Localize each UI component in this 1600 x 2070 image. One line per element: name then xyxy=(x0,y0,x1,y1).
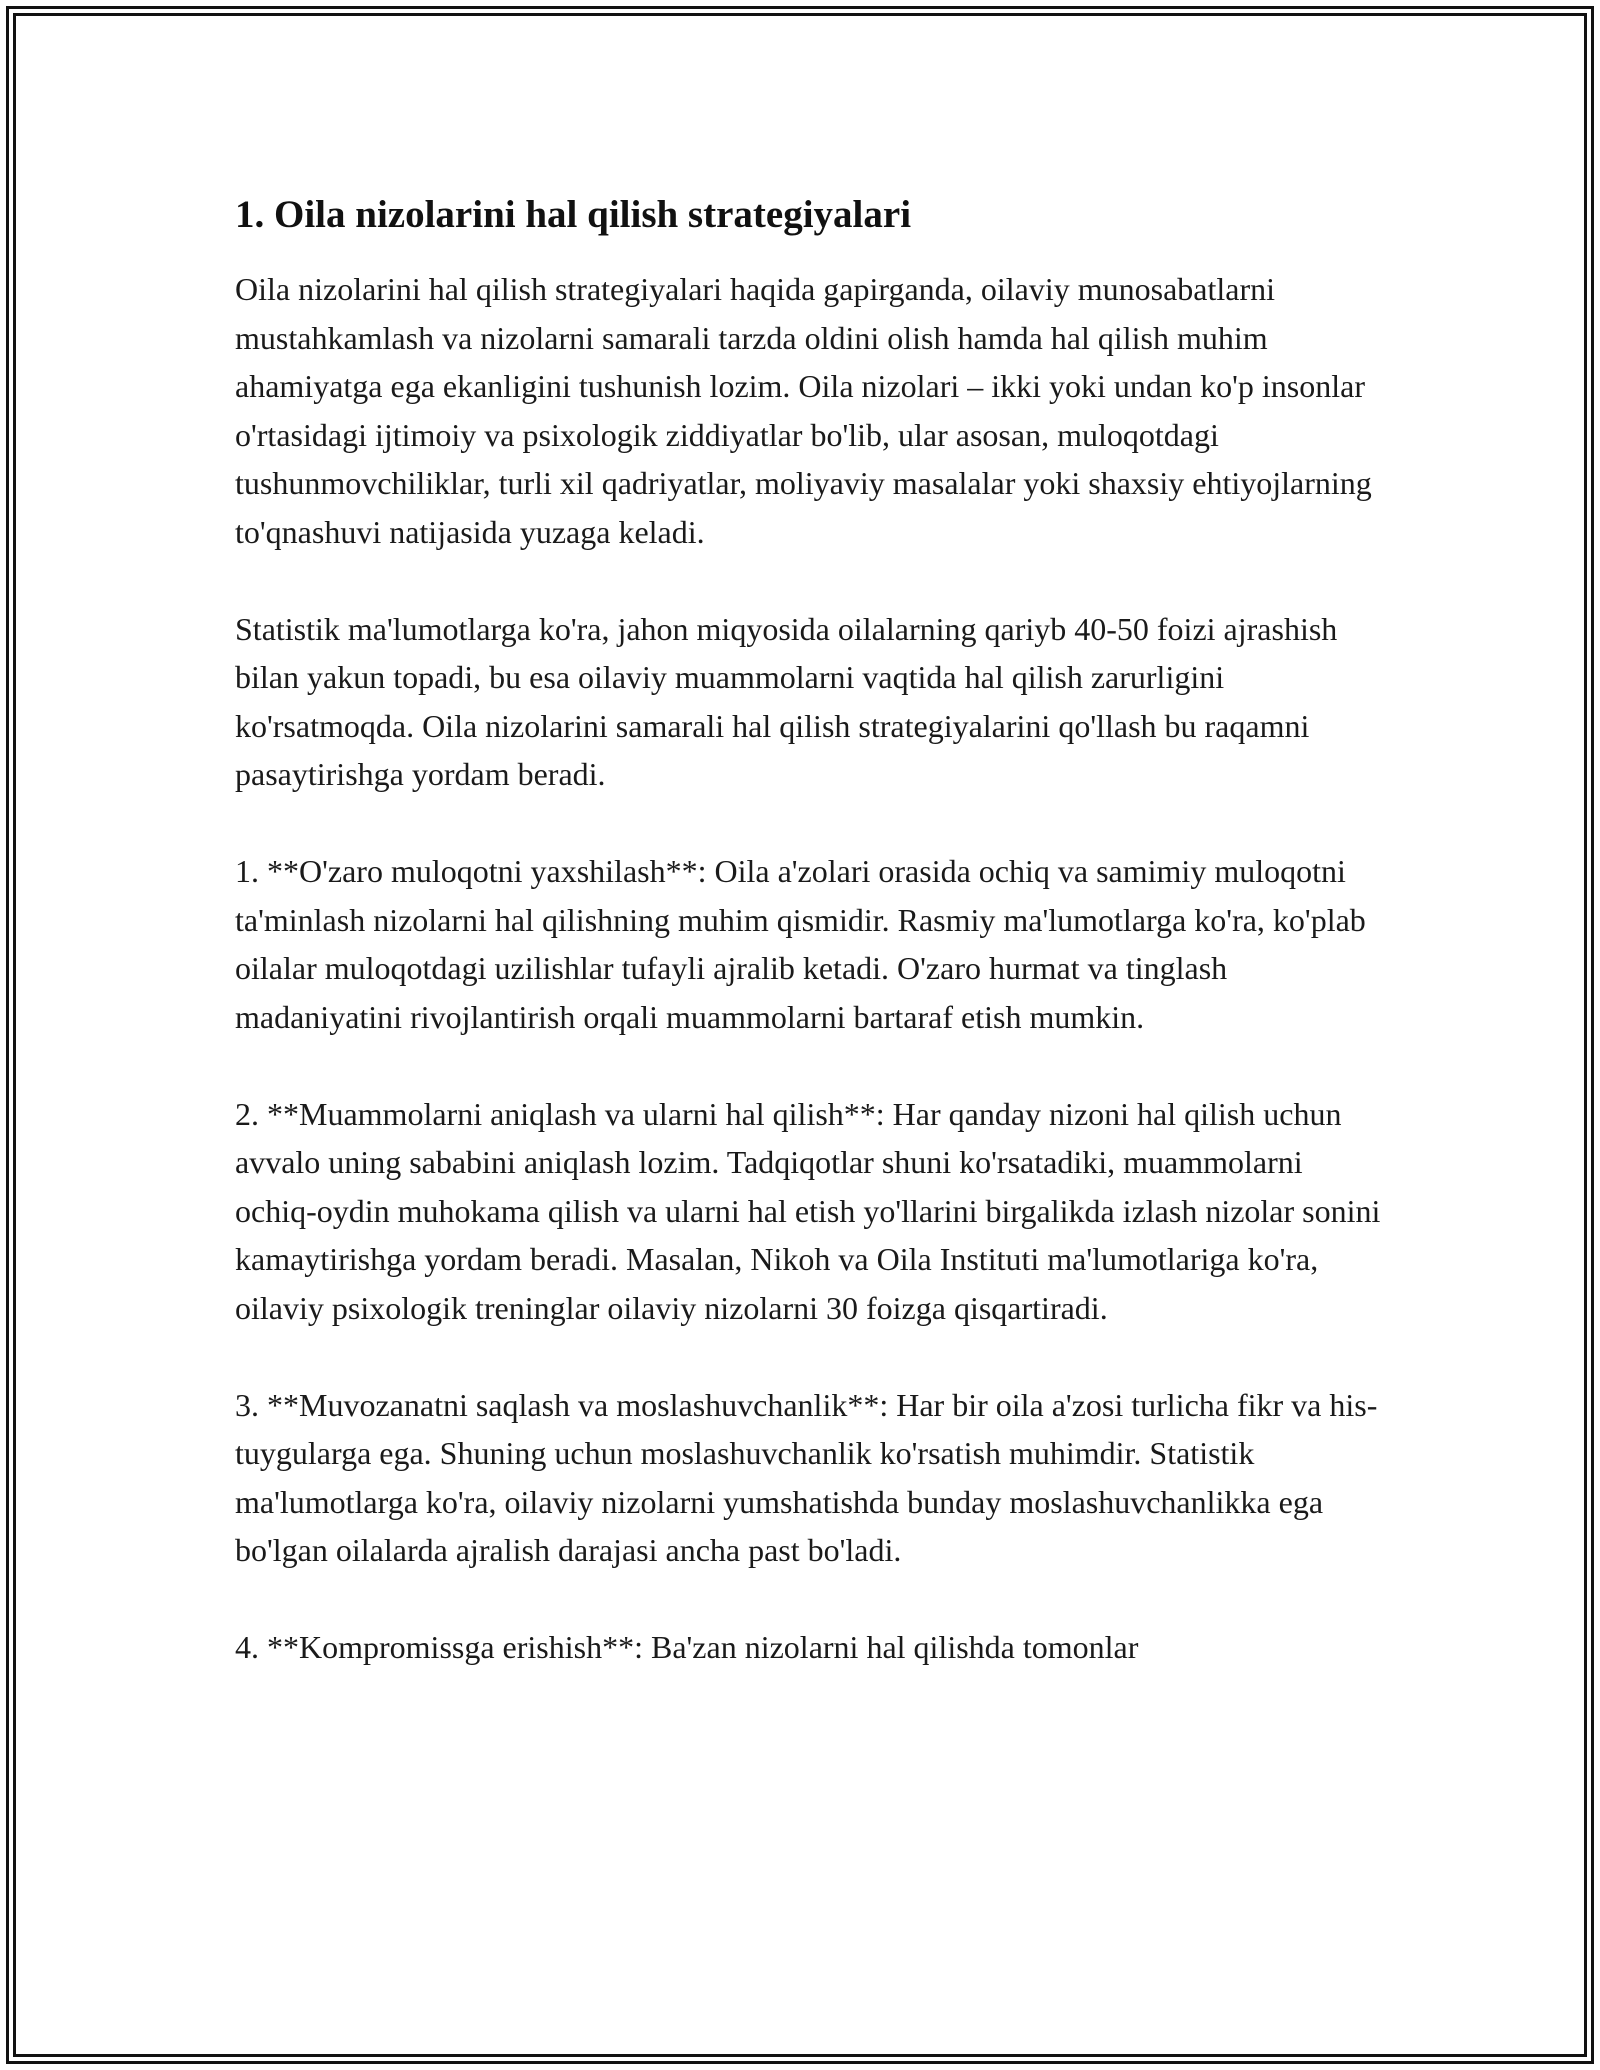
paragraph-intro: Oila nizolarini hal qilish strategiyalari haqida gapirganda, oilaviy munosabatlarni mustahkamlash va nizolarni samarali tarzda oldini olish hamda hal qilish muhim ahamiyatga ega ekanligini tushunish lozim. Oila nizolari – ikki yoki undan ko'p insonlar o'rtasidagi ijtimoiy va psixologik ziddiyatlar bo'lib, ular asosan, muloqotdagi tushunmovchiliklar, turli xil qadriyatlar, moliyaviy masalalar yoki shaxsiy ehtiyojlarning to'qnashuvi natijasida yuzaga keladi. xyxy=(235,271,1372,550)
document-body xyxy=(235,185,1385,1672)
section-heading: 1. Oila nizolarini hal qilish strategiyalari xyxy=(235,193,912,236)
list-item-communication: 1. **O'zaro muloqotni yaxshilash**: Oila a'zolari orasida ochiq va samimiy muloqotni ta'minlash nizolarni hal qilishning muhim qismidir. Rasmiy ma'lumotlarga ko'ra, ko'plab oilalar muloqotdagi uzilishlar tufayli ajralib ketadi. O'zaro hurmat va tinglash madaniyatini rivojlantirish orqali muammolarni bartaraf etish mumkin. xyxy=(235,853,1366,1035)
list-item-compromise: 4. **Kompromissga erishish**: Ba'zan nizolarni hal qilishda tomonlar xyxy=(235,1629,1139,1665)
list-item-flexibility: 3. **Muvozanatni saqlash va moslashuvchanlik**: Har bir oila a'zosi turlicha fikr va his-tuygularga ega. Shuning uchun moslashuvchanlik ko'rsatish muhimdir. Statistik ma'lumotlarga ko'ra, oilaviy nizolarni yumshatishda bunday moslashuvchanlikka ega bo'lgan oilalarda ajralish darajasi ancha past bo'ladi. xyxy=(235,1386,1378,1568)
paragraph-statistics: Statistik ma'lumotlarga ko'ra, jahon miqyosida oilalarning qariyb 40-50 foizi ajrashish bilan yakun topadi, bu esa oilaviy muammolarni vaqtida hal qilish zarurligini ko'rsatmoqda. Oila nizolarini samarali hal qilish strategiyalarini qo'llash bu raqamni pasaytirishga yordam beradi. xyxy=(235,610,1338,792)
list-item-problem-solving: 2. **Muammolarni aniqlash va ularni hal qilish**: Har qanday nizoni hal qilish uchun avvalo uning sababini aniqlash lozim. Tadqiqotlar shuni ko'rsatadiki, muammolarni ochiq-oydin muhokama qilish va ularni hal etish yo'llarini birgalikda izlash nizolar sonini kamaytirishga yordam beradi. Masalan, Nikoh va Oila Instituti ma'lumotlariga ko'ra, oilaviy psixologik treninglar oilaviy nizolarni 30 foizga qisqartiradi. xyxy=(235,1095,1381,1326)
